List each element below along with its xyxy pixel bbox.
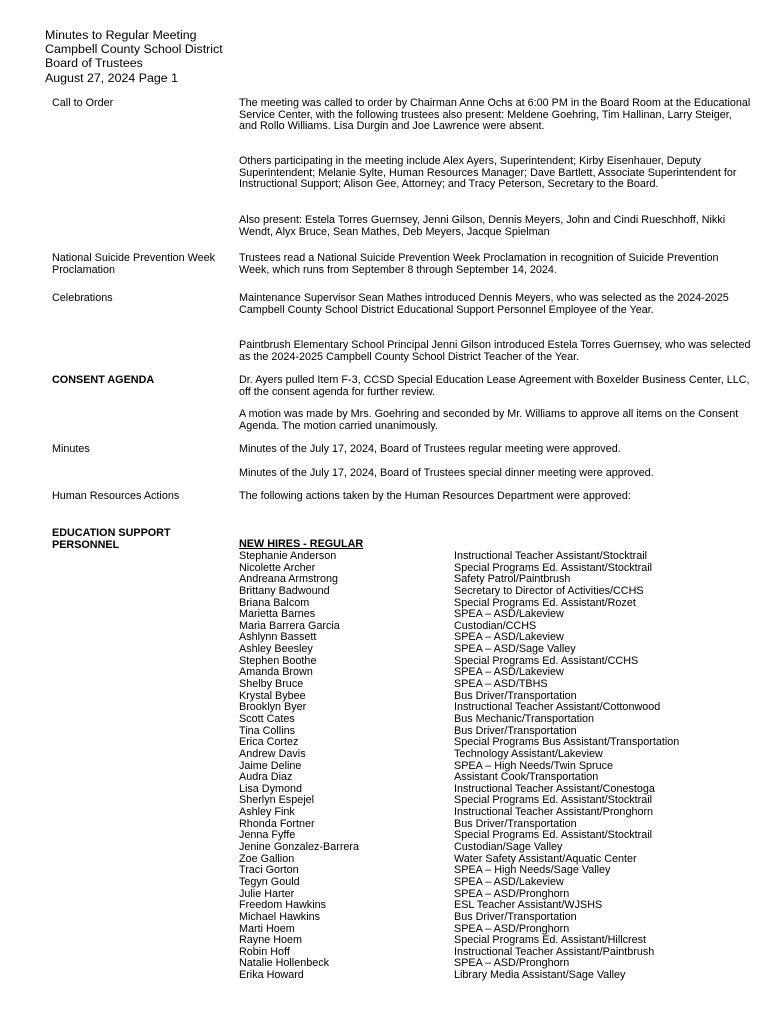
label-consent-agenda: CONSENT AGENDA xyxy=(52,374,155,386)
hire-name: Shelby Bruce xyxy=(239,678,304,691)
hire-position: Special Programs Ed. Assistant/Stocktrail xyxy=(454,561,653,574)
hr-actions-paragraph: The following actions taken by the Human Resources Department were approved: xyxy=(239,490,631,502)
hire-name: Nicolette Archer xyxy=(239,561,316,574)
hire-position: Special Programs Bus Assistant/Transportation xyxy=(454,736,680,749)
label-hr-actions: Human Resources Actions xyxy=(52,490,180,502)
celebrations-paragraph-2: Paintbrush Elementary School Principal Jenni Gilson introduced Estela Torres Guernsey, who was selected as the 2024-2025 Campbell County School District Teacher of the Year. xyxy=(239,339,751,363)
hire-name: Tina Collins xyxy=(239,724,296,737)
hire-position: Instructional Teacher Assistant/Conestoga xyxy=(454,782,655,795)
hire-name: Scott Cates xyxy=(239,712,295,725)
hire-name: Krystal Bybee xyxy=(239,689,306,702)
hire-position: Bus Mechanic/Transportation xyxy=(454,712,595,725)
label-education-support-personnel: EDUCATION SUPPORT PERSONNEL xyxy=(52,527,171,551)
hire-name: Brittany Badwound xyxy=(239,584,330,597)
hire-name: Julie Harter xyxy=(239,887,295,900)
hire-name: Sherlyn Espejel xyxy=(239,794,315,807)
hire-position: SPEA – ASD/Pronghorn xyxy=(454,887,570,900)
header-district: Campbell County School District xyxy=(45,42,223,57)
label-call-to-order: Call to Order xyxy=(52,97,114,109)
hire-position: Custodian/Sage Valley xyxy=(454,841,563,854)
hire-position: ESL Teacher Assistant/WJSHS xyxy=(454,899,603,912)
hire-name: Freedom Hawkins xyxy=(239,899,327,912)
hire-name: Marti Hoem xyxy=(239,922,295,935)
header-date-page: August 27, 2024 Page 1 xyxy=(45,70,178,85)
hire-name: Rhonda Fortner xyxy=(239,817,315,830)
hire-position: Technology Assistant/Lakeview xyxy=(454,747,603,760)
hire-position: Library Media Assistant/Sage Valley xyxy=(454,969,626,982)
document-header xyxy=(45,28,223,85)
hire-name: Erica Cortez xyxy=(239,736,299,749)
hire-position: SPEA – ASD/Sage Valley xyxy=(454,643,576,656)
hire-name: Andreana Armstrong xyxy=(239,573,339,586)
celebrations-paragraph-1: Maintenance Supervisor Sean Mathes introduced Dennis Meyers, who was selected as the 2024-2025 Campbell County School District Educational Support Personnel Employee of the Year. xyxy=(239,292,729,316)
hire-position: Special Programs Ed. Assistant/Stocktrail xyxy=(454,829,653,842)
hire-name: Stephanie Anderson xyxy=(239,550,337,562)
hire-name: Ashley Beesley xyxy=(239,643,313,656)
hire-position: SPEA – ASD/Lakeview xyxy=(454,875,564,888)
hire-position: Special Programs Ed. Assistant/Hillcrest xyxy=(454,934,647,947)
hire-name: Brooklyn Byer xyxy=(239,701,307,714)
call-to-order-paragraph-2: Others participating in the meeting include Alex Ayers, Superintendent; Kirby Eisenhauer, Deputy Superintendent; Melanie Sylte, Human Resources Manager; Dave Bartlett, Associate Superintendent for Instructional Support; Alison Gee, Attorney; and Tracy Peterson, Secretary to the Board. xyxy=(239,155,737,191)
hire-position: Assistant Cook/Transportation xyxy=(454,771,599,784)
hire-row xyxy=(239,842,751,854)
hire-position: Custodian/CCHS xyxy=(454,619,537,632)
label-minutes: Minutes xyxy=(52,443,90,455)
hire-name: Rayne Hoem xyxy=(239,934,303,947)
hire-name: Amanda Brown xyxy=(239,666,313,679)
label-suicide-prevention: National Suicide Prevention Week Proclamation xyxy=(52,252,216,276)
minutes-paragraph-2: Minutes of the July 17, 2024, Board of Trustees special dinner meeting were approved. xyxy=(239,467,654,479)
hire-name: Tegyn Gould xyxy=(239,875,300,888)
hire-row xyxy=(239,586,751,598)
hire-position: Instructional Teacher Assistant/Cottonwood xyxy=(454,701,661,714)
hire-position: Instructional Teacher Assistant/Paintbrush xyxy=(454,945,655,958)
hire-position: Secretary to Director of Activities/CCHS xyxy=(454,584,644,597)
call-to-order-paragraph-3: Also present: Estela Torres Guernsey, Jenni Gilson, Dennis Meyers, John and Cindi Rueschhoff, Nikki Wendt, Alyx Bruce, Sean Mathes, Deb Meyers, Jacque Spielman xyxy=(239,214,726,238)
hire-name: Jaime Deline xyxy=(239,759,302,772)
hire-position: Special Programs Ed. Assistant/Rozet xyxy=(454,596,636,609)
header-title: Minutes to Regular Meeting xyxy=(45,28,197,42)
hire-name: Ashlynn Bassett xyxy=(239,631,317,644)
hire-name: Michael Hawkins xyxy=(239,910,321,923)
hire-name: Andrew Davis xyxy=(239,747,306,760)
hire-name: Jenine Gonzalez-Barrera xyxy=(239,841,360,854)
hire-position: Bus Driver/Transportation xyxy=(454,724,577,737)
hire-position: Safety Patrol/Paintbrush xyxy=(454,573,571,586)
consent-agenda-paragraph-1: Dr. Ayers pulled Item F-3, CCSD Special Education Lease Agreement with Boxelder Business Center, LLC, off the consent agenda for further review. xyxy=(239,374,750,398)
consent-agenda-paragraph-2: A motion was made by Mrs. Goehring and seconded by Mr. Williams to approve all items on the Consent Agenda. The motion carried unanimously. xyxy=(239,408,739,432)
hire-name: Zoe Gallion xyxy=(239,852,295,865)
hire-name: Marietta Barnes xyxy=(239,608,316,621)
hire-name: Maria Barrera Garcia xyxy=(239,619,340,632)
hire-name: Jenna Fyffe xyxy=(239,829,296,842)
call-to-order-paragraph-1: The meeting was called to order by Chairman Anne Ochs at 6:00 PM in the Board Room at the Educational Service Center, with the following trustees also present: Meldene Goehring, Tim Hallinan, Larry Steiger, and Rollo Williams. Lisa Durgin and Joe Lawrence were absent. xyxy=(239,97,751,133)
hire-position: SPEA – ASD/TBHS xyxy=(454,678,548,691)
hire-row xyxy=(239,877,751,889)
minutes-paragraph-1: Minutes of the July 17, 2024, Board of Trustees regular meeting were approved. xyxy=(239,443,621,455)
hire-position: Bus Driver/Transportation xyxy=(454,910,577,923)
hire-position: Special Programs Ed. Assistant/Stocktrail xyxy=(454,794,653,807)
hire-position: SPEA – High Needs/Twin Spruce xyxy=(454,759,614,772)
hire-position: SPEA – ASD/Pronghorn xyxy=(454,957,570,970)
hire-name: Audra Diaz xyxy=(239,771,293,784)
hire-name: Lisa Dymond xyxy=(239,782,303,795)
hire-name: Robin Hoff xyxy=(239,945,290,958)
hire-name: Traci Gorton xyxy=(239,864,299,877)
hire-row xyxy=(239,807,751,819)
hire-row xyxy=(239,551,751,563)
hire-position: SPEA – ASD/Pronghorn xyxy=(454,922,570,935)
hire-row xyxy=(239,970,751,982)
hire-position: Instructional Teacher Assistant/Stocktrail xyxy=(454,550,648,562)
hire-name: Briana Balcom xyxy=(239,596,310,609)
hire-name: Erika Howard xyxy=(239,969,304,982)
hire-position: SPEA – High Needs/Sage Valley xyxy=(454,864,611,877)
label-celebrations: Celebrations xyxy=(52,292,113,304)
hire-name: Natalie Hollenbeck xyxy=(239,957,330,970)
hire-row xyxy=(239,912,751,924)
hire-position: Special Programs Ed. Assistant/CCHS xyxy=(454,654,639,667)
hire-position: Instructional Teacher Assistant/Pronghorn xyxy=(454,806,654,819)
hire-position: Bus Driver/Transportation xyxy=(454,817,577,830)
new-hires-list xyxy=(239,551,751,982)
new-hires-regular-heading: NEW HIRES - REGULAR xyxy=(239,538,364,550)
hire-position: SPEA – ASD/Lakeview xyxy=(454,666,564,679)
hire-position: SPEA – ASD/Lakeview xyxy=(454,631,564,644)
hire-row xyxy=(239,749,751,761)
hire-row xyxy=(239,679,751,691)
hire-name: Stephen Boothe xyxy=(239,654,317,667)
hire-position: Bus Driver/Transportation xyxy=(454,689,577,702)
hire-name: Ashley Fink xyxy=(239,806,295,819)
hire-position: Water Safety Assistant/Aquatic Center xyxy=(454,852,637,865)
hire-position: SPEA – ASD/Lakeview xyxy=(454,608,564,621)
suicide-prevention-paragraph: Trustees read a National Suicide Prevention Week Proclamation in recognition of Suicide Prevention Week, which runs from September 8 through September 14, 2024. xyxy=(239,252,719,276)
header-board: Board of Trustees xyxy=(45,56,143,71)
hire-row xyxy=(239,714,751,726)
